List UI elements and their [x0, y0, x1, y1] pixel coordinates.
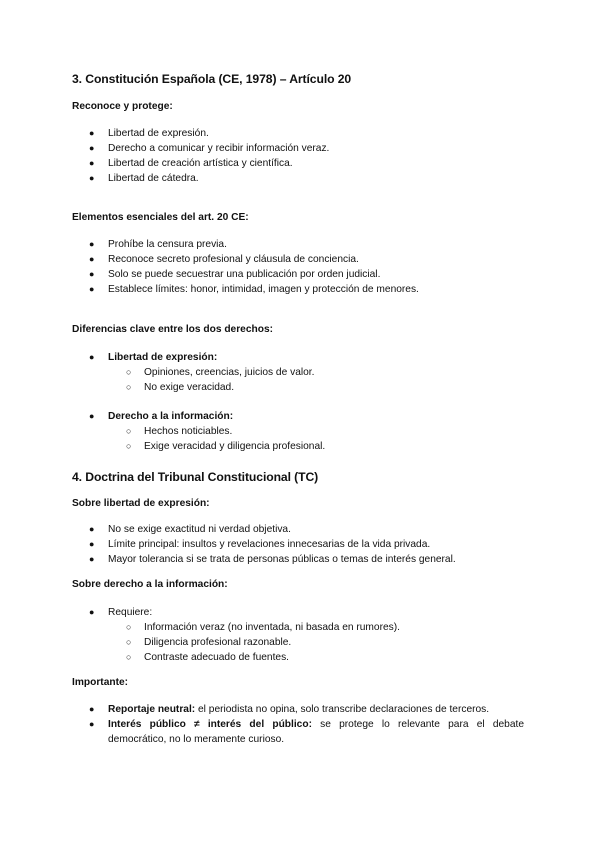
list-item: ● Establece límites: honor, intimidad, imagen y protección de menores. [89, 284, 419, 295]
sub-bullet-icon: ○ [126, 382, 132, 392]
bullet-icon: ● [89, 524, 95, 534]
reportaje-item [0, 702, 600, 717]
protege-heading: Reconoce y protege: [72, 101, 173, 112]
sub-list-item: ○ Opiniones, creencias, juicios de valor. [126, 367, 315, 378]
list-item: ● Solo se puede secuestrar una publicación por orden judicial. [89, 269, 381, 280]
elementos-heading: Elementos esenciales del art. 20 CE: [72, 212, 249, 223]
bullet-icon: ● [89, 239, 95, 249]
bullet-icon: ● [89, 704, 95, 714]
bullet-icon: ● [89, 607, 95, 617]
sub-list-item: ○ Contraste adecuado de fuentes. [126, 652, 289, 663]
section-3-title: 3. Constitución Española (CE, 1978) – Artículo 20 [72, 72, 352, 86]
sub-bullet-icon: ○ [126, 367, 132, 377]
bullet-icon: ● [89, 173, 95, 183]
bullet-icon: ● [89, 128, 95, 138]
bullet-icon: ● [89, 719, 95, 729]
list-item: ● Prohíbe la censura previa. [89, 239, 227, 250]
sub-bullet-icon: ○ [126, 622, 132, 632]
reportaje-text: el periodista no opina, solo transcribe declaraciones de terceros. [195, 704, 490, 715]
sub-list-item: ○ Diligencia profesional razonable. [126, 637, 292, 648]
bullet-icon: ● [89, 411, 95, 421]
list-item: ● No se exige exactitud ni verdad objetiva. [89, 524, 291, 535]
list-item: ● Reconoce secreto profesional y cláusula de conciencia. [89, 254, 359, 265]
protege-list [0, 126, 600, 186]
list-item: ● Libertad de expresión: [89, 352, 218, 363]
expresion-list [0, 350, 600, 395]
informacion-list [0, 409, 600, 454]
elementos-list [0, 237, 600, 297]
sub-list-item: ○ Información veraz (no inventada, ni basada en rumores). [126, 622, 400, 633]
list-item: ● Libertad de expresión. [89, 128, 209, 139]
bullet-icon: ● [89, 269, 95, 279]
tc-informacion-list [0, 605, 600, 665]
interes-text-line1: se protege lo relevante para el debate [311, 719, 524, 730]
sub-list-item: ○ No exige veracidad. [126, 382, 235, 393]
diferencias-heading: Diferencias clave entre los dos derechos: [72, 324, 274, 335]
sub-bullet-icon: ○ [126, 426, 132, 436]
interes-item [0, 717, 600, 747]
list-item: ● Requiere: [89, 607, 153, 618]
bullet-icon: ● [89, 284, 95, 294]
section-4-title: 4. Doctrina del Tribunal Constitucional (TC) [72, 470, 319, 484]
interes-text-line2: democrático, no lo meramente curioso. [108, 734, 285, 745]
list-item: ● Libertad de cátedra. [89, 173, 199, 184]
bullet-icon: ● [89, 539, 95, 549]
list-item: ● Límite principal: insultos y revelaciones innecesarias de la vida privada. [89, 539, 431, 550]
list-item: ● Derecho a comunicar y recibir información veraz. [89, 143, 330, 154]
importante-heading: Importante: [72, 677, 129, 688]
bullet-icon: ● [89, 143, 95, 153]
sub-list-item: ○ Exige veracidad y diligencia profesional. [126, 441, 326, 452]
sub-bullet-icon: ○ [126, 637, 132, 647]
sub-bullet-icon: ○ [126, 441, 132, 451]
bullet-icon: ● [89, 254, 95, 264]
interes-label: Interés público ≠ interés del público: [108, 719, 312, 730]
reportaje-label: Reportaje neutral: [108, 704, 196, 715]
sub-list-item: ○ Hechos noticiables. [126, 426, 233, 437]
tc-expresion-list [0, 522, 600, 567]
list-item: ● Libertad de creación artística y científica. [89, 158, 293, 169]
bullet-icon: ● [89, 158, 95, 168]
sub-bullet-icon: ○ [126, 652, 132, 662]
bullet-icon: ● [89, 554, 95, 564]
tc-expresion-heading: Sobre libertad de expresión: [72, 498, 210, 509]
list-item: ● Derecho a la información: [89, 411, 234, 422]
bullet-icon: ● [89, 352, 95, 362]
list-item: ● Mayor tolerancia si se trata de personas públicas o temas de interés general. [89, 554, 456, 565]
tc-informacion-heading: Sobre derecho a la información: [72, 579, 228, 590]
